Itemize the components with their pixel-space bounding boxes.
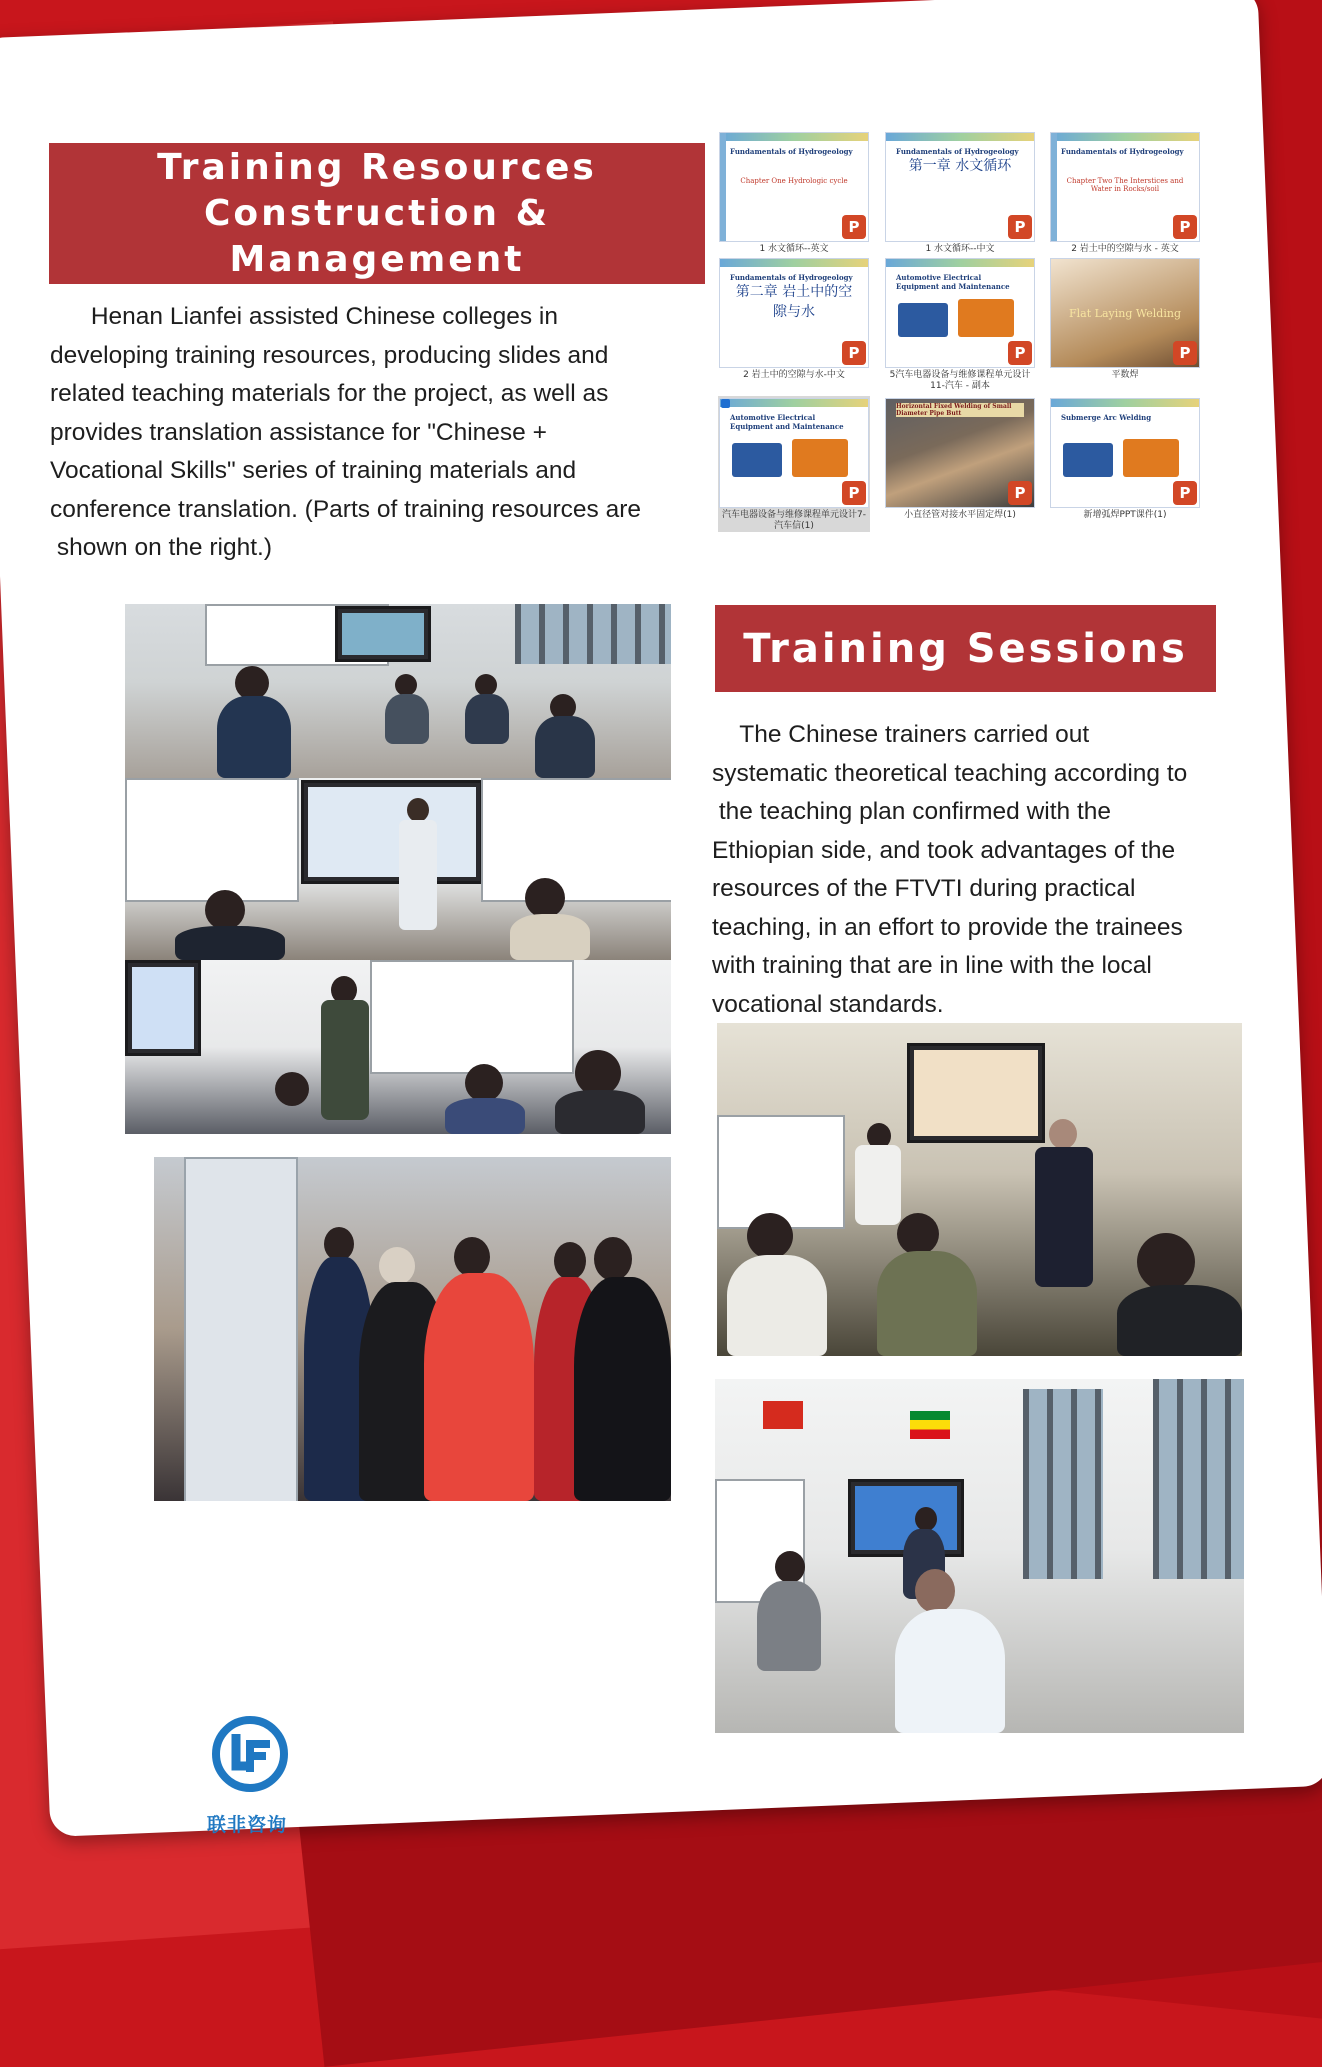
resource-thumbnail[interactable] bbox=[718, 130, 870, 255]
resource-caption: 2 岩土中的空隙与水 - 英文 bbox=[1071, 244, 1179, 254]
resource-thumbnail[interactable] bbox=[1049, 130, 1201, 255]
classroom-photo bbox=[125, 960, 671, 1134]
resource-caption: 1 水文循环--英文 bbox=[759, 244, 829, 254]
powerpoint-icon: P bbox=[1008, 481, 1032, 505]
slide-preview bbox=[885, 398, 1035, 508]
slide-preview bbox=[1050, 398, 1200, 508]
resource-caption: 1 水文循环--中文 bbox=[925, 244, 995, 254]
lianfei-logo-icon bbox=[210, 1714, 290, 1794]
slide-title: Automotive Electrical Equipment and Maintenance bbox=[896, 273, 1010, 291]
resource-thumbnail[interactable] bbox=[1049, 396, 1201, 521]
slide-title: Submerge Arc Welding bbox=[1061, 413, 1152, 422]
slide-title: Fundamentals of Hydrogeology bbox=[1061, 147, 1184, 156]
slide-preview bbox=[719, 132, 869, 242]
sessions-description: The Chinese trainers carried out systematic theoretical teaching according to the teaching plan confirmed with the Ethiopian side, and took advantages of the resources of the FTVTI during practical teaching, in an effort to provide the trainees with training that are in line with the local vocational standards. bbox=[712, 721, 1188, 1018]
slide-title: Fundamentals of Hydrogeology bbox=[730, 147, 853, 156]
resource-caption: 新增弧焊PPT课件(1) bbox=[1083, 510, 1167, 520]
resource-thumbnail[interactable] bbox=[718, 256, 870, 381]
slide-subtitle: 第一章 水文循环 bbox=[908, 158, 1012, 174]
slide-preview bbox=[885, 132, 1035, 242]
resource-caption: 平数焊 bbox=[1111, 370, 1139, 380]
logo-text: 联非咨询 bbox=[207, 1814, 288, 1836]
resource-caption: 小直径管对接水平固定焊(1) bbox=[904, 510, 1016, 520]
resource-thumbnail[interactable] bbox=[718, 396, 870, 532]
heading-line: Construction & Management bbox=[204, 192, 550, 280]
powerpoint-icon: P bbox=[1008, 341, 1032, 365]
section-heading-resources bbox=[49, 143, 705, 284]
checkbox-icon[interactable] bbox=[721, 399, 730, 408]
practical-training-photo bbox=[154, 1157, 671, 1501]
slide-preview bbox=[1050, 258, 1200, 368]
slide-title: Automotive Electrical Equipment and Maintenance bbox=[730, 413, 844, 431]
powerpoint-icon: P bbox=[842, 215, 866, 239]
slide-title: Fundamentals of Hydrogeology bbox=[896, 147, 1019, 156]
slide-preview bbox=[719, 398, 869, 508]
resource-caption: 2 岩土中的空隙与水-中文 bbox=[743, 370, 845, 380]
ethiopia-flag bbox=[910, 1411, 950, 1439]
resource-thumbnail[interactable] bbox=[884, 256, 1036, 392]
resources-description: Henan Lianfei assisted Chinese colleges in developing training resources, producing slides and related teaching materials for the project, as well as provides translation assistance for "Chinese + Vocational Skills" series of training materials and conference translation. (Parts of training resources are shown on the right.) bbox=[50, 303, 642, 561]
powerpoint-icon: P bbox=[842, 341, 866, 365]
classroom-photo bbox=[125, 604, 671, 778]
resource-thumbnail[interactable] bbox=[884, 396, 1036, 521]
powerpoint-icon: P bbox=[1173, 481, 1197, 505]
slide-subtitle: Flat Laying Welding bbox=[1069, 307, 1181, 320]
classroom-photo bbox=[125, 778, 671, 960]
slide-preview bbox=[885, 258, 1035, 368]
slide-subtitle: Chapter One Hydrologic cycle bbox=[740, 177, 848, 185]
slide-subtitle: 第二章 岩土中的空隙与水 bbox=[735, 284, 853, 320]
resource-caption: 汽车电器设备与维修课程单元设计7-汽车信(1) bbox=[722, 510, 866, 531]
china-flag bbox=[763, 1401, 803, 1429]
heading-text: Training Sessions bbox=[743, 625, 1188, 672]
slide-title: Horizontal Fixed Welding of Small Diameter Pipe Butt bbox=[896, 403, 1024, 417]
slide-preview bbox=[1050, 132, 1200, 242]
section-heading-sessions bbox=[715, 605, 1216, 692]
resource-caption: 5汽车电器设备与维修课程单元设计11-汽车 - 副本 bbox=[889, 370, 1031, 391]
heading-line: Training Resources bbox=[157, 146, 597, 188]
powerpoint-icon: P bbox=[1173, 341, 1197, 365]
slide-preview bbox=[719, 258, 869, 368]
classroom-photo bbox=[717, 1023, 1242, 1356]
classroom-photo bbox=[715, 1379, 1244, 1733]
powerpoint-icon: P bbox=[842, 481, 866, 505]
resource-thumbnail[interactable] bbox=[884, 130, 1036, 255]
slide-subtitle: Chapter Two The Interstices and Water in Rocks/soil bbox=[1066, 177, 1184, 193]
powerpoint-icon: P bbox=[1008, 215, 1032, 239]
resource-thumbnail[interactable] bbox=[1049, 256, 1201, 381]
slide-title: Fundamentals of Hydrogeology bbox=[730, 273, 853, 282]
powerpoint-icon: P bbox=[1173, 215, 1197, 239]
training-resources-grid bbox=[714, 122, 1214, 542]
